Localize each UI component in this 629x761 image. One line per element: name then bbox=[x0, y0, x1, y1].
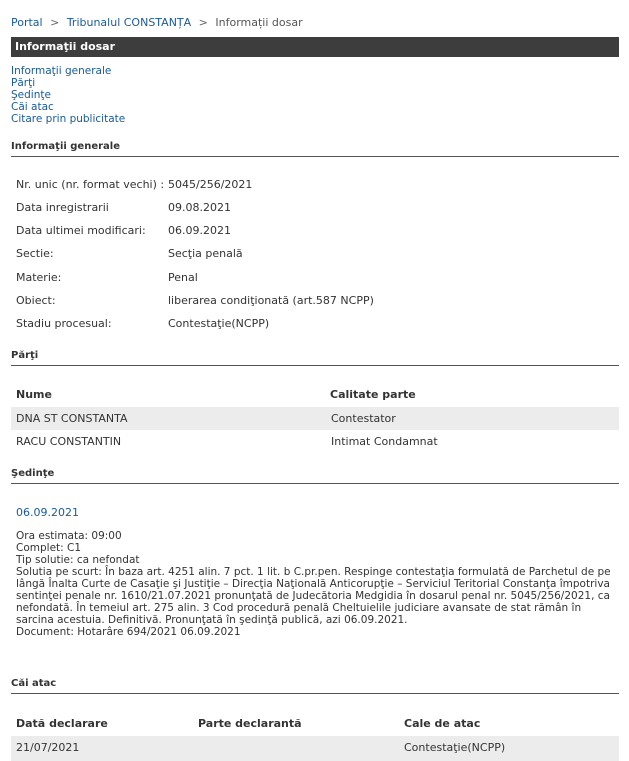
info-label: Nr. unic (nr. format vechi) : bbox=[16, 178, 165, 191]
cai-header-data: Dată declarare bbox=[16, 717, 108, 730]
breadcrumb-tribunal-link[interactable]: Tribunalul CONSTANȚA bbox=[66, 16, 192, 29]
info-value: 5045/256/2021 bbox=[168, 178, 253, 191]
page-title: Informaţii dosar bbox=[11, 37, 619, 57]
cai-header-cale: Cale de atac bbox=[404, 717, 481, 730]
breadcrumb-current: Informații dosar bbox=[215, 16, 303, 29]
parti-calitate: Intimat Condamnat bbox=[331, 435, 438, 448]
parti-header-calitate: Calitate parte bbox=[330, 388, 416, 401]
nav-link-citare[interactable]: Citare prin publicitate bbox=[11, 113, 126, 125]
sedinta-solutie: Solutia pe scurt: În baza art. 4251 alin. 7 pct. 1 lit. b C.pr.pen. Respinge contestaţia formulată de Parchetul de pe lângă Înalta Curte de Casaţie şi Justiţie – Direcţia Naţională Anticorupţie – Serviciul Teritorial Constanţa împotriva sentinţei penale nr. 1610/21.07.2021 pronunţată de Judecătoria Medgidia în dosarul penal nr. 5045/256/2021, ca nefondată. În temeiul art. 275 alin. 3 Cod procedură penală Cheltuielile judiciare avansate de stat rămân în sarcina acestuia. Definitivă. Pronunţată în şedinţă publică, azi 06.09.2021. bbox=[16, 566, 611, 626]
info-label: Stadiu procesual: bbox=[16, 317, 112, 330]
nav-link-informatii-generale[interactable]: Informaţii generale bbox=[11, 65, 112, 77]
sedinta-complet: Complet: C1 bbox=[16, 542, 82, 554]
parti-calitate: Contestator bbox=[331, 412, 396, 425]
nav-link-sedinte[interactable]: Şedinţe bbox=[11, 89, 51, 101]
sedinta-document: Document: Hotarâre 694/2021 06.09.2021 bbox=[16, 626, 241, 638]
info-value: Secţia penală bbox=[168, 247, 243, 260]
section-heading-cai-atac: Căi atac bbox=[11, 678, 619, 694]
nav-link-cai-atac[interactable]: Căi atac bbox=[11, 101, 54, 113]
sedinta-ora: Ora estimata: 09:00 bbox=[16, 530, 122, 542]
info-label: Materie: bbox=[16, 271, 62, 284]
sedinta-tip-solutie: Tip solutie: ca nefondat bbox=[16, 554, 140, 566]
nav-link-parti[interactable]: Părţi bbox=[11, 77, 36, 89]
info-value: liberarea condiţionată (art.587 NCPP) bbox=[168, 294, 374, 307]
info-value: Contestaţie(NCPP) bbox=[168, 317, 270, 330]
cai-cale: Contestaţie(NCPP) bbox=[404, 741, 506, 754]
table-row bbox=[11, 736, 619, 761]
info-label: Data ultimei modificari: bbox=[16, 224, 146, 237]
sedinta-date-link[interactable]: 06.09.2021 bbox=[16, 506, 79, 519]
table-row bbox=[11, 407, 619, 430]
info-value: 06.09.2021 bbox=[168, 224, 231, 237]
info-value: 09.08.2021 bbox=[168, 201, 231, 214]
cai-header-parte: Parte declarantă bbox=[198, 717, 302, 730]
breadcrumb bbox=[11, 16, 303, 29]
info-label: Obiect: bbox=[16, 294, 56, 307]
info-label: Data inregistrarii bbox=[16, 201, 109, 214]
section-heading-sedinte: Şedinţe bbox=[11, 468, 619, 484]
section-heading-general: Informaţii generale bbox=[11, 141, 619, 157]
breadcrumb-separator: > bbox=[198, 16, 208, 29]
breadcrumb-separator: > bbox=[50, 16, 60, 29]
parti-header-nume: Nume bbox=[16, 388, 52, 401]
cai-data: 21/07/2021 bbox=[16, 741, 80, 754]
table-row bbox=[11, 430, 619, 453]
parti-nume: DNA ST CONSTANTA bbox=[16, 412, 128, 425]
parti-nume: RACU CONSTANTIN bbox=[16, 435, 122, 448]
section-heading-parti: Părţi bbox=[11, 350, 619, 366]
info-label: Sectie: bbox=[16, 247, 54, 260]
sedinta-details bbox=[16, 530, 616, 638]
section-nav bbox=[11, 65, 125, 125]
info-value: Penal bbox=[168, 271, 198, 284]
breadcrumb-portal-link[interactable]: Portal bbox=[11, 16, 43, 29]
